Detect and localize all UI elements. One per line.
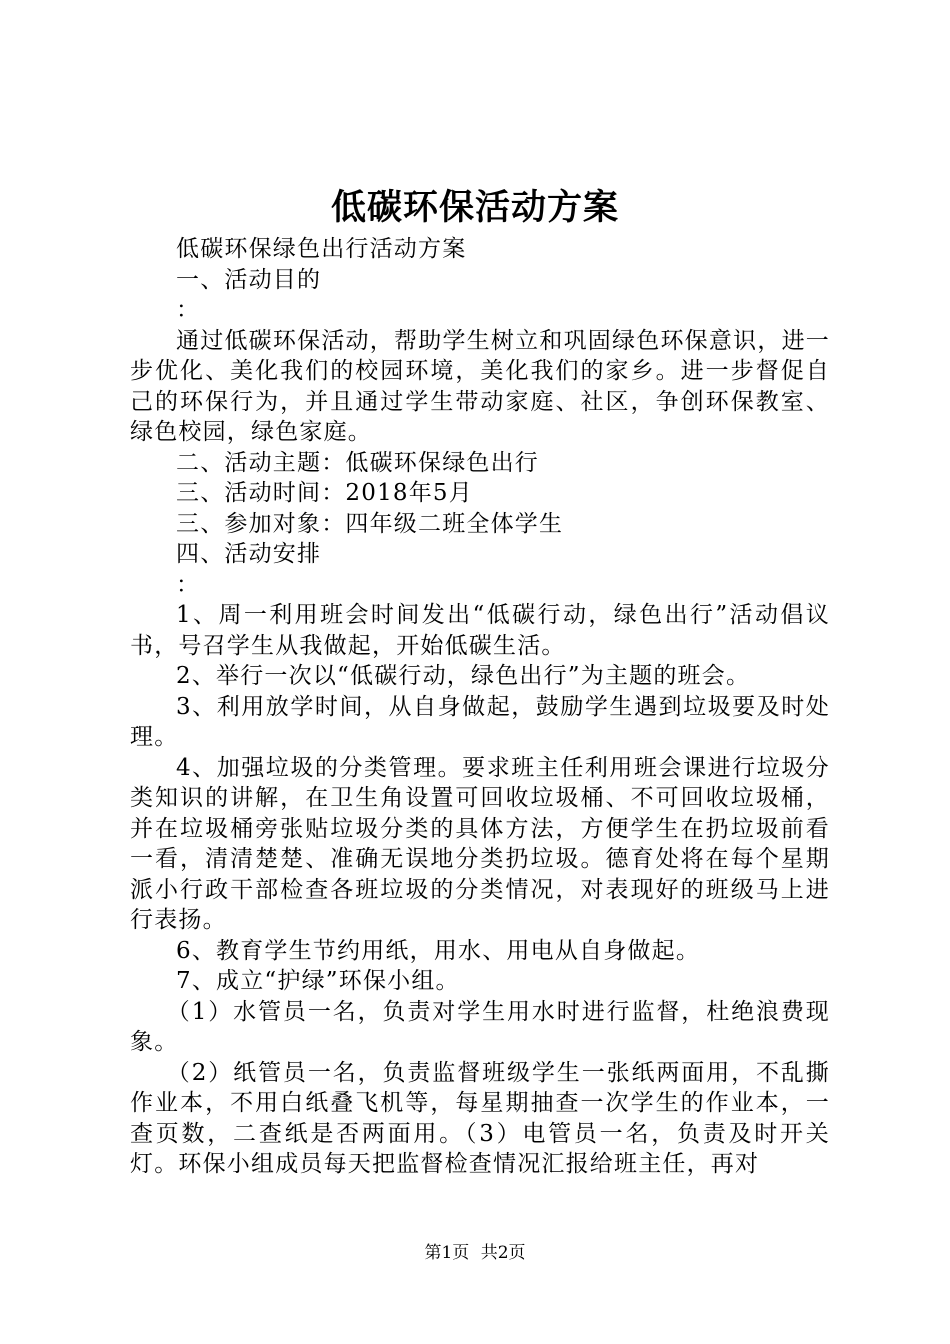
list-item: 7、成立“护绿”环保小组。 <box>176 968 460 994</box>
section-heading-theme: 二、活动主题：低碳环保绿色出行 <box>176 449 539 476</box>
list-item: 2、举行一次以“低碳行动，绿色出行”为主题的班会。 <box>176 663 751 689</box>
page-number: 第1页 <box>424 1243 470 1263</box>
page-footer <box>0 1242 950 1264</box>
section-heading-purpose: 一、活动目的 <box>176 266 322 293</box>
colon-line: ： <box>176 297 201 323</box>
document-body <box>130 234 830 1180</box>
page-total: 共2页 <box>480 1243 526 1263</box>
section-heading-time: 三、活动时间：2018年5月 <box>176 480 473 506</box>
subtitle-paragraph: 低碳环保绿色出行活动方案 <box>176 236 467 262</box>
section-heading-arrangement: 四、活动安排 <box>176 541 322 567</box>
purpose-paragraph: 通过低碳环保活动，帮助学生树立和巩固绿色环保意识，进一步优化、美化我们的校园环境，美化我们的家乡。进一步督促自己的环保行为，并且通过学生带动家庭、社区，争创环保教室、绿色校园，绿色家庭。 <box>130 327 830 445</box>
sub-list-item: （2）纸管员一名，负责监督班级学生一张纸两面用，不乱撕作业本，不用白纸叠飞机等，每星期抽查一次学生的作业本，一查页数，二查纸是否两面用。（3）电管员一名，负责及时开关灯。环保小组成员每天把监督检查情况汇报给班主任，再对 <box>130 1059 830 1177</box>
list-item: 3、利用放学时间，从自身做起，鼓励学生遇到垃圾要及时处理。 <box>130 693 830 750</box>
sub-list-item: （1）水管员一名，负责对学生用水时进行监督，杜绝浪费现象。 <box>130 998 830 1055</box>
list-item: 1、周一利用班会时间发出“低碳行动，绿色出行”活动倡议书，号召学生从我做起，开始低碳生活。 <box>130 602 830 659</box>
section-heading-participants: 三、参加对象：四年级二班全体学生 <box>176 510 564 537</box>
list-item: 6、教育学生节约用纸，用水、用电从自身做起。 <box>176 937 701 964</box>
document-title: 低碳环保活动方案 <box>330 187 619 228</box>
list-item: 4、加强垃圾的分类管理。要求班主任利用班会课进行垃圾分类知识的讲解，在卫生角设置可回收垃圾桶、不可回收垃圾桶，并在垃圾桶旁张贴垃圾分类的具体方法，方便学生在扔垃圾前看一看，清清楚楚、准确无误地分类扔垃圾。德育处将在每个星期派小行政干部检查各班垃圾的分类情况，对表现好的班级马上进行表扬。 <box>130 754 830 933</box>
colon-line: ： <box>176 571 201 598</box>
